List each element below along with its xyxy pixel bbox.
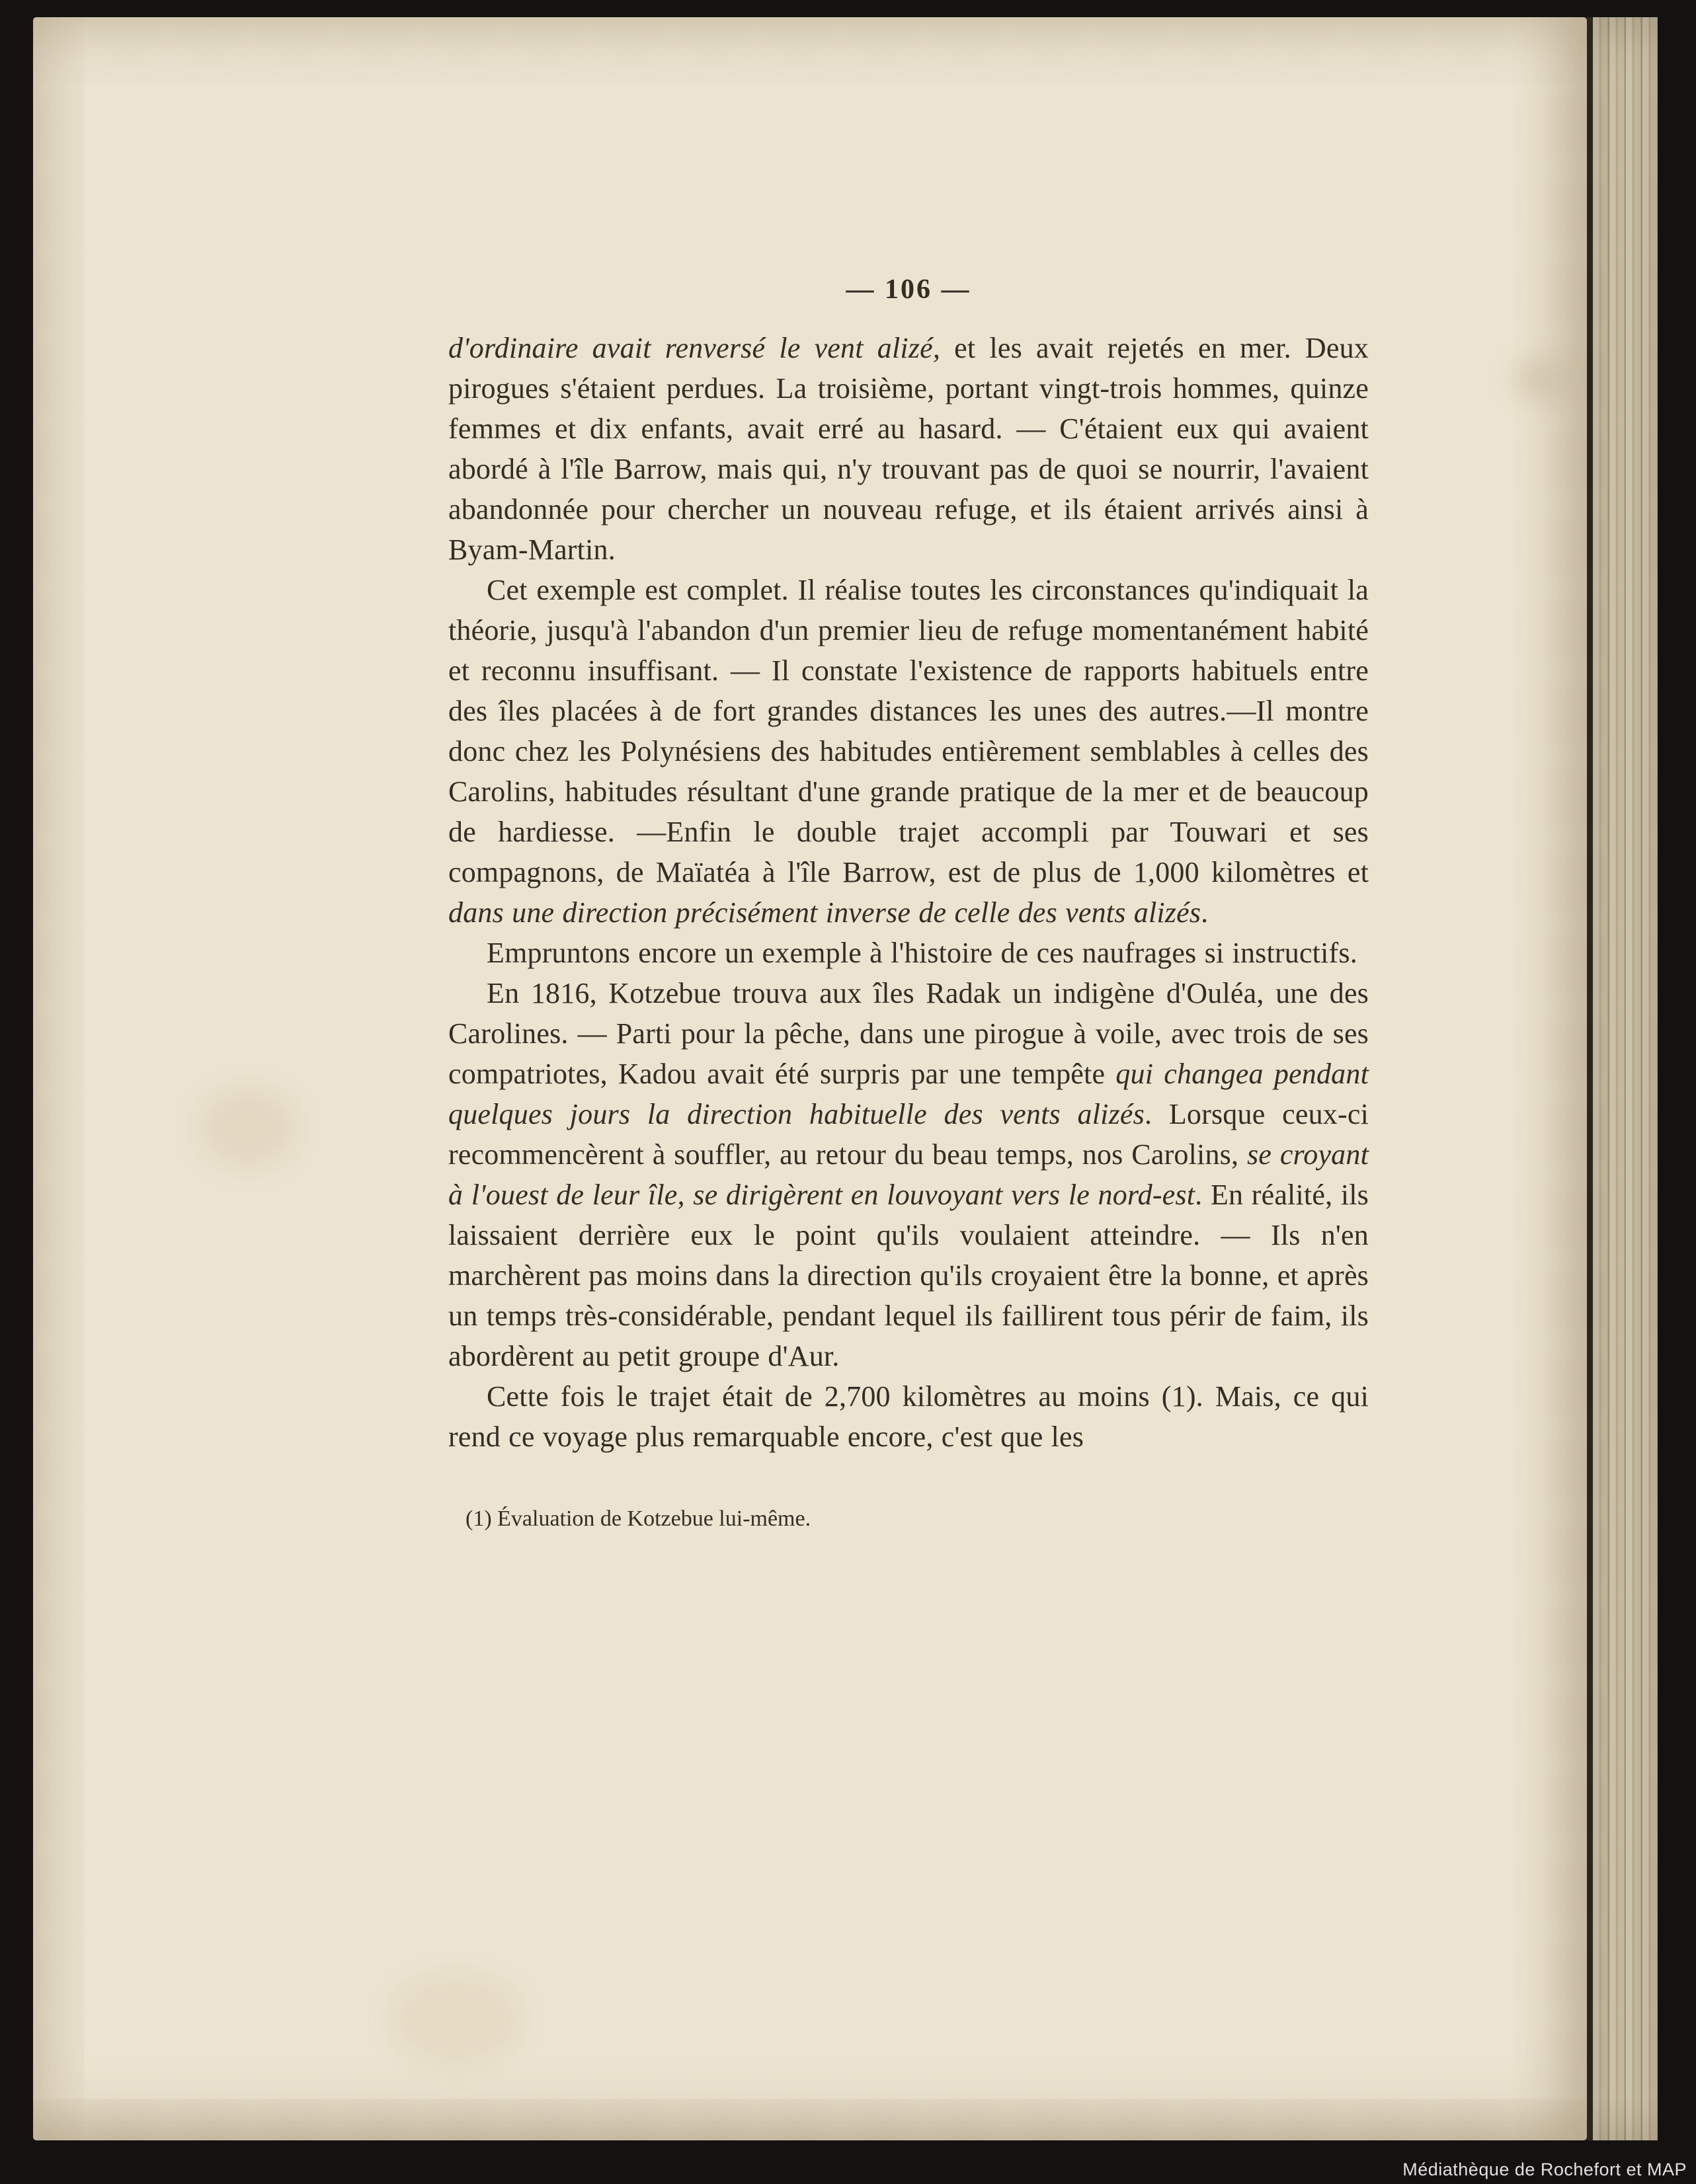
footnote: (1) Évaluation de Kotzebue lui-même. xyxy=(465,1506,811,1531)
page-edge-stack xyxy=(1587,17,1658,2140)
paragraph: Empruntons encore un exemple à l'histoire de ces naufrages si instructifs. xyxy=(487,937,1357,969)
body-text xyxy=(448,328,1369,1457)
watermark: Médiathèque de Rochefort et MAP xyxy=(1402,2160,1687,2179)
page-stain xyxy=(390,1974,522,2066)
page-number: — 106 — xyxy=(846,274,971,305)
paragraph: d'ordinaire avait renversé le vent alizé, et les avait rejetés en mer. Deux pirogues s'étaient perdues. La troisième, portant vingt-trois hommes, quinze femmes et dix enfants, avait erré au hasard. — C'étaient eux qui avaient abordé à l'île Barrow, mais qui, n'y trouvant pas de quoi se nourrir, l'avaient abandonnée pour chercher un nouveau refuge, et ils étaient arrivés ainsi à Byam-Martin. xyxy=(448,332,1369,566)
text-block xyxy=(448,274,1369,1534)
paragraph: En 1816, Kotzebue trouva aux îles Radak un indigène d'Ouléa, une des Carolines. — Parti pour la pêche, dans une pirogue à voile, avec trois de ses compatriotes, Kadou avait été surpris par une tempête qui changea pendant quelques jours la direction habituelle des vents alizés. Lorsque ceux-ci recommencèrent à souffler, au retour du beau temps, nos Carolins, se croyant à l'ouest de leur île, se dirigèrent en louvoyant vers le nord-est. En réalité, ils laissaient derrière eux le point qu'ils voulaient atteindre. — Ils n'en marchèrent pas moins dans la direction qu'ils croyaient être la bonne, et après un temps très-considérable, pendant lequel ils faillirent tous périr de faim, ils abordèrent au petit groupe d'Aur. xyxy=(448,977,1369,1372)
paragraph: Cette fois le trajet était de 2,700 kilomètres au moins (1). Mais, ce qui rend ce voyage plus remarquable encore, c'est que les xyxy=(448,1380,1369,1453)
page-stain xyxy=(198,1088,298,1167)
page-stain xyxy=(1514,361,1560,397)
book-page xyxy=(33,17,1587,2140)
paragraph: Cet exemple est complet. Il réalise toutes les circonstances qu'indiquait la théorie, jusqu'à l'abandon d'un premier lieu de refuge momentanément habité et reconnu insuffisant. — Il constate l'existence de rapports habituels entre des îles placées à de fort grandes distances les unes des autres.—Il montre donc chez les Polynésiens des habitudes entièrement semblables à celles des Carolins, habitudes résultant d'une grande pratique de la mer et de beaucoup de hardiesse. —Enfin le double trajet accompli par Touwari et ses compagnons, de Maïatéa à l'île Barrow, est de plus de 1,000 kilomètres et dans une direction précisément inverse de celle des vents alizés. xyxy=(448,574,1369,929)
